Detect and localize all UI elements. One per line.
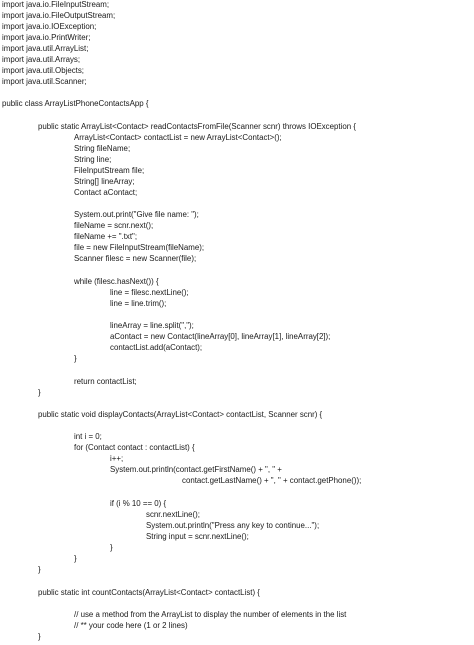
code-line: import java.io.FileInputStream; xyxy=(2,0,110,9)
code-line: FileInputStream file; xyxy=(74,166,145,175)
code-line: } xyxy=(38,632,41,641)
code-line: String fileName; xyxy=(74,144,131,153)
code-line: import java.util.Arrays; xyxy=(2,55,81,64)
code-line: } xyxy=(74,354,77,363)
code-line: fileName = scnr.next(); xyxy=(74,221,154,230)
code-line: System.out.println("Press any key to continue..."); xyxy=(146,521,320,530)
code-line: i++; xyxy=(110,454,124,463)
code-line: line = filesc.nextLine(); xyxy=(110,288,189,297)
code-line: aContact = new Contact(lineArray[0], lineArray[1], lineArray[2]); xyxy=(110,332,331,341)
code-line: scnr.nextLine(); xyxy=(146,510,200,519)
code-line: lineArray = line.split(","); xyxy=(110,321,194,330)
code-line: System.out.println(contact.getFirstName() + ", " + xyxy=(110,465,282,474)
code-line: contactList.add(aContact); xyxy=(110,343,203,352)
code-line: return contactList; xyxy=(74,377,137,386)
code-line: String input = scnr.nextLine(); xyxy=(146,532,249,541)
code-line: if (i % 10 == 0) { xyxy=(110,499,167,508)
code-line: Scanner filesc = new Scanner(file); xyxy=(74,254,197,263)
code-line: public static int countContacts(ArrayList<Contact> contactList) { xyxy=(38,588,260,597)
code-line: } xyxy=(110,543,113,552)
code-line: String line; xyxy=(74,155,112,164)
code-line: file = new FileInputStream(fileName); xyxy=(74,243,205,252)
code-line: import java.util.Scanner; xyxy=(2,77,87,86)
code-line: import java.io.FileOutputStream; xyxy=(2,11,116,20)
code-line: import java.util.Objects; xyxy=(2,66,85,75)
code-line: line = line.trim(); xyxy=(110,299,167,308)
code-line: String[] lineArray; xyxy=(74,177,135,186)
code-line: import java.util.ArrayList; xyxy=(2,44,89,53)
code-line: for (Contact contact : contactList) { xyxy=(74,443,195,452)
code-line: import java.io.PrintWriter; xyxy=(2,33,91,42)
code-line: } xyxy=(38,388,41,397)
code-line: contact.getLastName() + ", " + contact.getPhone()); xyxy=(182,476,362,485)
code-line: int i = 0; xyxy=(74,432,102,441)
code-line: while (filesc.hasNext()) { xyxy=(74,277,159,286)
code-line: public class ArrayListPhoneContactsApp { xyxy=(2,99,149,108)
code-line: System.out.print("Give file name: "); xyxy=(74,210,199,219)
code-line: Contact aContact; xyxy=(74,188,138,197)
code-line: } xyxy=(74,554,77,563)
code-line: fileName += ".txt"; xyxy=(74,232,138,241)
code-line: // use a method from the ArrayList to display the number of elements in the list xyxy=(74,610,347,619)
code-line: public static void displayContacts(ArrayList<Contact> contactList, Scanner scnr) { xyxy=(38,410,323,419)
code-line: import java.io.IOException; xyxy=(2,22,97,31)
code-line: ArrayList<Contact> contactList = new ArrayList<Contact>(); xyxy=(74,133,282,142)
code-line: public static ArrayList<Contact> readContactsFromFile(Scanner scnr) throws IOException { xyxy=(38,122,356,131)
code-line: } xyxy=(38,565,41,574)
code-line: // ** your code here (1 or 2 lines) xyxy=(74,621,188,630)
